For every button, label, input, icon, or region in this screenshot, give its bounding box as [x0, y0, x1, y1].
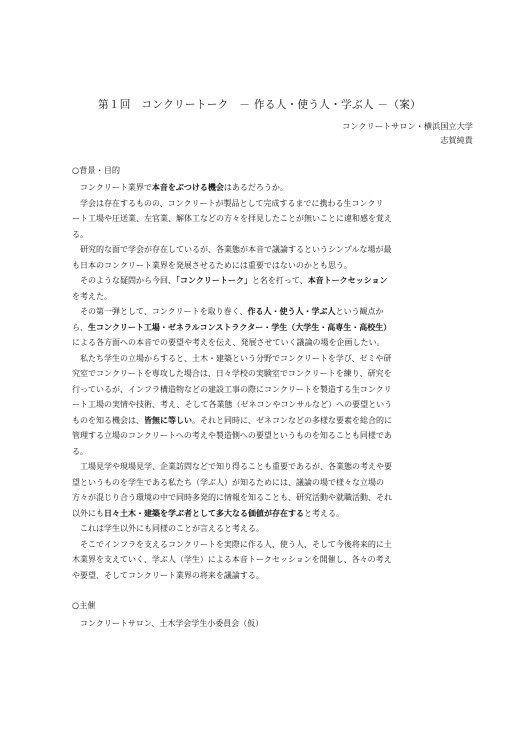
emphasis-text: 本音をぶつける機会	[151, 182, 224, 192]
background-line	[72, 242, 449, 258]
body-text: コンクリートサロン、土木学会学生小委員会（仮）	[80, 619, 264, 628]
body-text: ート工場の実情や技術、考え、そして各業態（ゼネコンやコンサルなど）への要望という	[72, 400, 393, 409]
background-line	[72, 211, 449, 227]
body-text: を考えた。	[72, 291, 112, 301]
document-title: 第１回 コンクリートーク － 作る人・使う人・学ぶ人 －（案）	[97, 99, 422, 111]
background-line	[72, 506, 449, 522]
body-text: 以外にも	[72, 508, 104, 518]
body-text: る。	[72, 229, 88, 239]
body-text: 木業界を支えていく、学ぶ人（学生）による本音トークセッションを開催し、各々の考え	[72, 555, 392, 564]
body-text: という観点か	[335, 307, 384, 316]
body-text: これは学生以外にも同様のことが言えると考える。	[80, 524, 264, 533]
background-line	[72, 568, 449, 584]
emphasis-text: 生コンクリート工場・ゼネラルコンストラクター・学生（大学生・高専生・高校生）	[88, 321, 392, 332]
background-line	[72, 397, 449, 413]
background-line	[72, 335, 449, 351]
background-line	[72, 382, 449, 398]
background-line	[72, 258, 449, 274]
body-text: はあるだろうか。	[223, 183, 288, 192]
body-text: その第一弾として、コンクリートを取り巻く、	[80, 307, 248, 316]
background-line	[72, 289, 449, 305]
emphasis-text: 日々土木・建築を学ぶ者として多大なる価値が存在する	[104, 507, 304, 518]
author-name: 志賀純貴	[440, 135, 473, 145]
body-text: ート工場や圧送業、左官業、解体工などの方々を拝見したことが無いことに違和感を覚え	[72, 214, 392, 223]
background-line	[72, 552, 449, 568]
body-text: と名を打って、	[251, 276, 308, 285]
background-line	[72, 351, 449, 367]
emphasis-text: 本音トークセッション	[307, 275, 388, 285]
background-line	[72, 227, 449, 243]
body-text: 方々が混じり合う環境の中で同時多発的に情報を知ることも、研究活動や就職活動、それ	[72, 493, 392, 502]
background-line	[72, 413, 449, 429]
section-heading-sponsor: ○主催	[72, 600, 96, 610]
body-text: 望というものを学生である私たち（学ぶ人）が知るためには、議論の場で様々な立場の	[72, 477, 384, 487]
body-text: 工場見学や現場見学、企業訪問などで知り得ることも重要であるが、各業態の考えや要	[80, 462, 392, 471]
background-line	[72, 459, 449, 475]
background-line	[72, 273, 449, 289]
body-text: 学会は存在するものの、コンクリートが製品として完成するまでに携わる生コンクリ	[80, 198, 384, 208]
background-line	[72, 521, 449, 537]
background-line	[72, 304, 449, 320]
sponsor-line	[72, 616, 449, 632]
background-line	[72, 320, 449, 336]
background-line	[72, 196, 449, 212]
body-text: による各方面への本音での要望や考えを伝え、発展させていく議論の場を企画したい。	[72, 338, 385, 347]
body-text: ら、	[72, 322, 88, 332]
emphasis-text: 皆無に等しい	[144, 414, 192, 425]
organization-name: コンクリートサロン・横浜国立大学	[342, 121, 473, 131]
section-heading-background: ○背景・目的	[72, 165, 121, 175]
body-text: ものを知る機会は、	[72, 415, 144, 425]
background-body	[72, 180, 449, 583]
body-text: や要望、そしてコンクリート業界の将来を議論する。	[72, 570, 264, 580]
emphasis-text: 作る人・使う人・学ぶ人	[247, 306, 336, 316]
emphasis-text: 「コンクリートーク」	[176, 275, 252, 285]
sponsor-body	[72, 616, 449, 632]
background-line	[72, 537, 449, 553]
body-text: 行っているが、インフラ構造物などの建設工事の際にコンクリートを製造する生コンクリ	[72, 384, 392, 394]
body-text: コンクリート業界で	[80, 183, 152, 192]
background-line	[72, 180, 449, 196]
body-text: 管理する立場のコンクリートへの考えや製造側への要望というものを知ることも同様であ	[72, 431, 392, 440]
background-line	[72, 366, 449, 382]
body-text: と考える。	[304, 508, 344, 518]
background-line	[72, 428, 449, 444]
body-text: 。それと同時に、ゼネコンなどの多様な要素を総合的に	[192, 415, 392, 425]
body-text: そこでインフラを支えるコンクリートを実際に作る人、使う人、そして今後将来的に土	[80, 539, 392, 549]
body-text: 私たち学生の立場からすると、土木・建築という分野でコンクリートを学び、ゼミや研	[80, 353, 392, 363]
background-line	[72, 475, 449, 491]
body-text: 究室でコンクリートを専攻した場合は、日々学校の実験室でコンクリートを練り、研究を	[72, 369, 392, 378]
background-line	[72, 490, 449, 506]
body-text: も日本のコンクリート業界を発展させるためには重要ではないのかとも思う。	[72, 260, 352, 270]
body-text: る。	[72, 446, 88, 456]
body-text: 研究的な面で学会が存在しているが、各業態が本音で議論するというシンプルな場が最	[80, 245, 392, 254]
background-line	[72, 444, 449, 460]
body-text: そのような疑問から今回、	[80, 276, 176, 285]
